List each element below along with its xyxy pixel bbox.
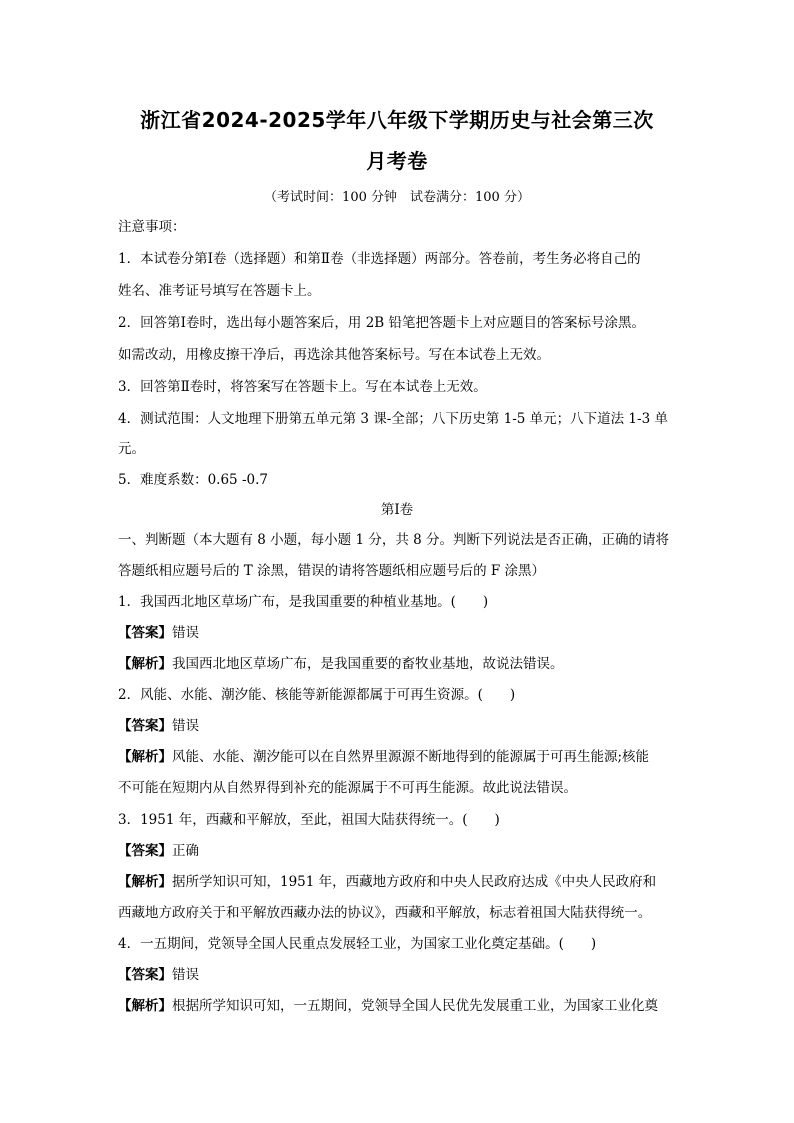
answer-tag: 【答案】: [118, 843, 172, 859]
answer-2: [118, 717, 680, 735]
part-intro-line: 答题纸相应题号后的 T 涂黑，错误的请将答题纸相应题号后的 F 涂黑）: [118, 563, 546, 579]
answer-tag: 【答案】: [118, 718, 172, 734]
question-3: 3．1951 年，西藏和平解放，至此，祖国大陆获得统一。( ): [118, 812, 500, 828]
page-title-continued: 月考卷: [366, 149, 428, 173]
analysis-tag: 【解析】: [118, 656, 172, 672]
analysis-2: [118, 748, 680, 766]
analysis-4: [118, 997, 680, 1015]
answer-3: [118, 842, 680, 860]
analysis-tag: 【解析】: [118, 749, 172, 765]
analysis-3-continued: 西藏地方政府关于和平解放西藏办法的协议》，西藏和平解放，标志着祖国大陆获得统一。: [118, 905, 652, 921]
analysis-tag: 【解析】: [118, 998, 172, 1014]
answer-text: 错误: [172, 718, 199, 734]
note-line: 姓名、准考证号填写在答题卡上。: [118, 283, 321, 299]
question-4: 4．一五期间，党领导全国人民重点发展轻工业，为国家工业化奠定基础。( ): [118, 936, 597, 952]
analysis-3: [118, 873, 680, 891]
analysis-tag: 【解析】: [118, 874, 172, 890]
note-line: 如需改动，用橡皮擦干净后，再选涂其他答案标号。写在本试卷上无效。: [118, 347, 550, 363]
question-1: 1．我国西北地区草场广布，是我国重要的种植业基地。( ): [118, 594, 489, 610]
answer-tag: 【答案】: [118, 625, 172, 641]
note-line: 元。: [118, 441, 145, 457]
answer-4: [118, 966, 680, 984]
note-line: 3．回答第Ⅱ卷时，将答案写在答题卡上。写在本试卷上无效。: [118, 379, 487, 395]
answer-text: 错误: [172, 967, 199, 983]
note-line: 1．本试卷分第Ⅰ卷（选择题）和第Ⅱ卷（非选择题）两部分。答卷前，考生务必将自己的: [118, 251, 641, 267]
analysis-text: 据所学知识可知，1951 年，西藏地方政府和中央人民政府达成《中央人民政府和: [172, 874, 657, 890]
analysis-text: 根据所学知识可知，一五期间，党领导全国人民优先发展重工业，为国家工业化奠: [172, 998, 658, 1014]
page-title: 浙江省2024-2025学年八年级下学期历史与社会第三次: [140, 108, 654, 132]
analysis-text: 我国西北地区草场广布，是我国重要的畜牧业基地，故说法错误。: [172, 656, 564, 672]
part-intro-line: 一、判断题（本大题有 8 小题，每小题 1 分，共 8 分。判断下列说法是否正确，正确的请将: [118, 532, 670, 548]
note-line: 5．难度系数：0.65 -0.7: [118, 472, 268, 488]
notes-heading: 注意事项：: [118, 219, 186, 235]
note-line: 2．回答第Ⅰ卷时，选出每小题答案后，用 2B 铅笔把答题卡上对应题目的答案标号涂黑。: [118, 315, 646, 331]
exam-time-info: （考试时间：100 分钟 试卷满分：100 分）: [264, 190, 530, 205]
answer-tag: 【答案】: [118, 967, 172, 983]
analysis-1: [118, 655, 680, 673]
analysis-text: 风能、水能、潮汐能可以在自然界里源源不断地得到的能源属于可再生能源;核能: [172, 749, 650, 765]
note-line: 4．测试范围：人文地理下册第五单元第 3 课-全部；八下历史第 1-5 单元；八下道法 1-3 单: [118, 411, 668, 427]
answer-text: 正确: [172, 843, 199, 859]
analysis-2-continued: 不可能在短期内从自然界得到补充的能源属于不可再生能源。故此说法错误。: [118, 780, 577, 796]
answer-1: [118, 624, 680, 642]
question-2: 2．风能、水能、潮汐能、核能等新能源都属于可再生资源。( ): [118, 687, 516, 703]
section-title: 第Ⅰ卷: [380, 502, 414, 518]
answer-text: 错误: [172, 625, 199, 641]
